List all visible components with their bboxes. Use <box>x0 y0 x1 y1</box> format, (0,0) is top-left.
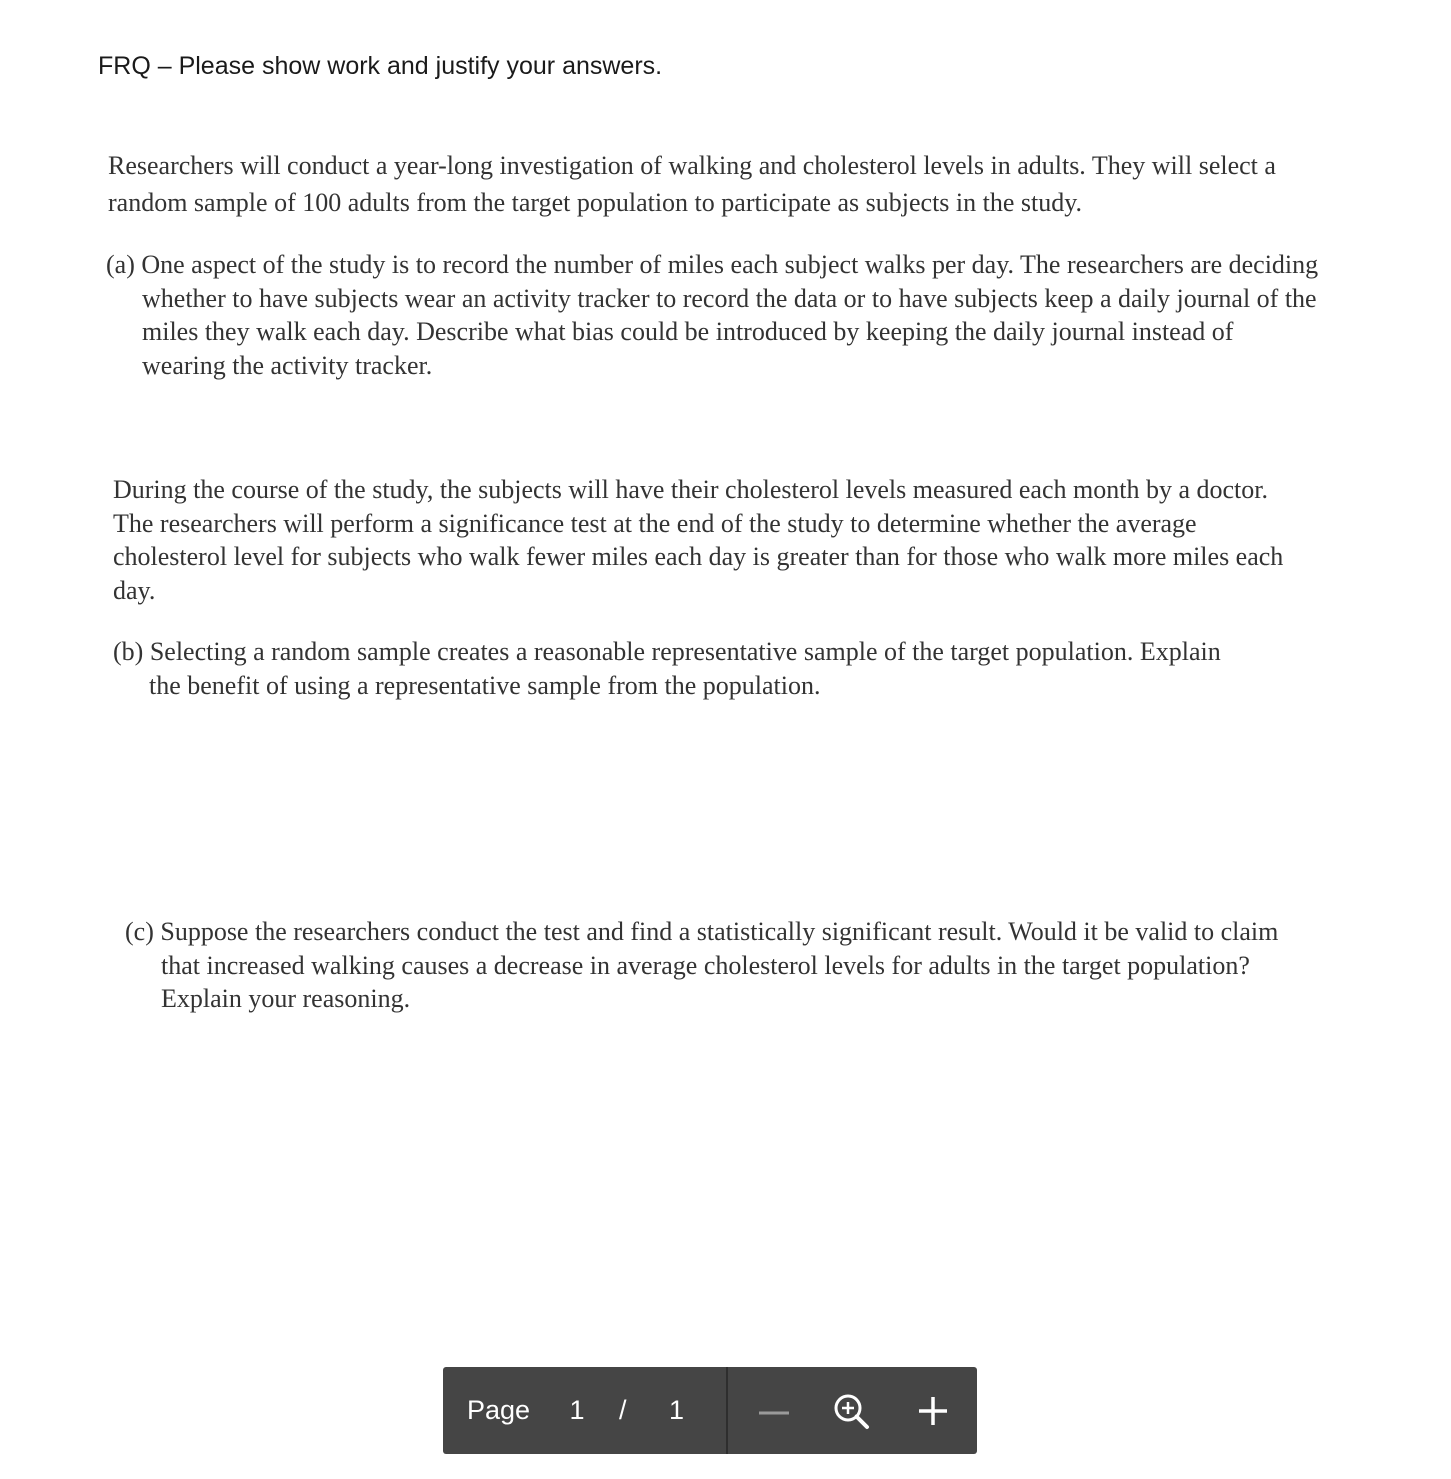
document-heading: FRQ – Please show work and justify your answers. <box>98 52 663 80</box>
minus-icon <box>752 1389 796 1433</box>
page-label: Page <box>467 1395 531 1425</box>
total-pages: 1 <box>669 1395 685 1425</box>
current-page-input[interactable]: 1 <box>569 1395 585 1425</box>
zoom-fit-button[interactable] <box>829 1389 873 1433</box>
page-toolbar <box>443 1367 977 1454</box>
zoom-in-magnifier-icon <box>829 1389 873 1433</box>
question-part-b: (b) Selecting a random sample creates a reasonable representative sample of the target population. Explain the benefit of using a representative sample from the population. <box>113 637 1221 700</box>
toolbar-divider <box>726 1367 728 1454</box>
plus-icon <box>911 1389 955 1433</box>
intro-paragraph: Researchers will conduct a year-long investigation of walking and cholesterol levels in adults. They will select a random sample of 100 adults from the target population to participate as subjects in the study. <box>108 151 1276 217</box>
question-part-a: (a) One aspect of the study is to record the number of miles each subject walks per day. The researchers are deciding whether to have subjects wear an activity tracker to record the data or to have subjects keep a daily journal of the miles they walk each day. Describe what bias could be introduced by keeping the daily journal instead of wearing the activity tracker. <box>106 250 1319 380</box>
page-separator: / <box>619 1395 627 1425</box>
question-part-c: (c) Suppose the researchers conduct the test and find a statistically significant result. Would it be valid to claim that increased walking causes a decrease in average cholesterol levels for adults in the target population? Explain your reasoning. <box>125 917 1279 1013</box>
zoom-out-button[interactable] <box>752 1389 796 1433</box>
study-description-paragraph: During the course of the study, the subjects will have their cholesterol levels measured each month by a doctor. The researchers will perform a significance test at the end of the study to determine whether the average cholesterol level for subjects who walk fewer miles each day is greater than for those who walk more miles each day. <box>113 475 1284 605</box>
zoom-in-button[interactable] <box>911 1389 955 1433</box>
